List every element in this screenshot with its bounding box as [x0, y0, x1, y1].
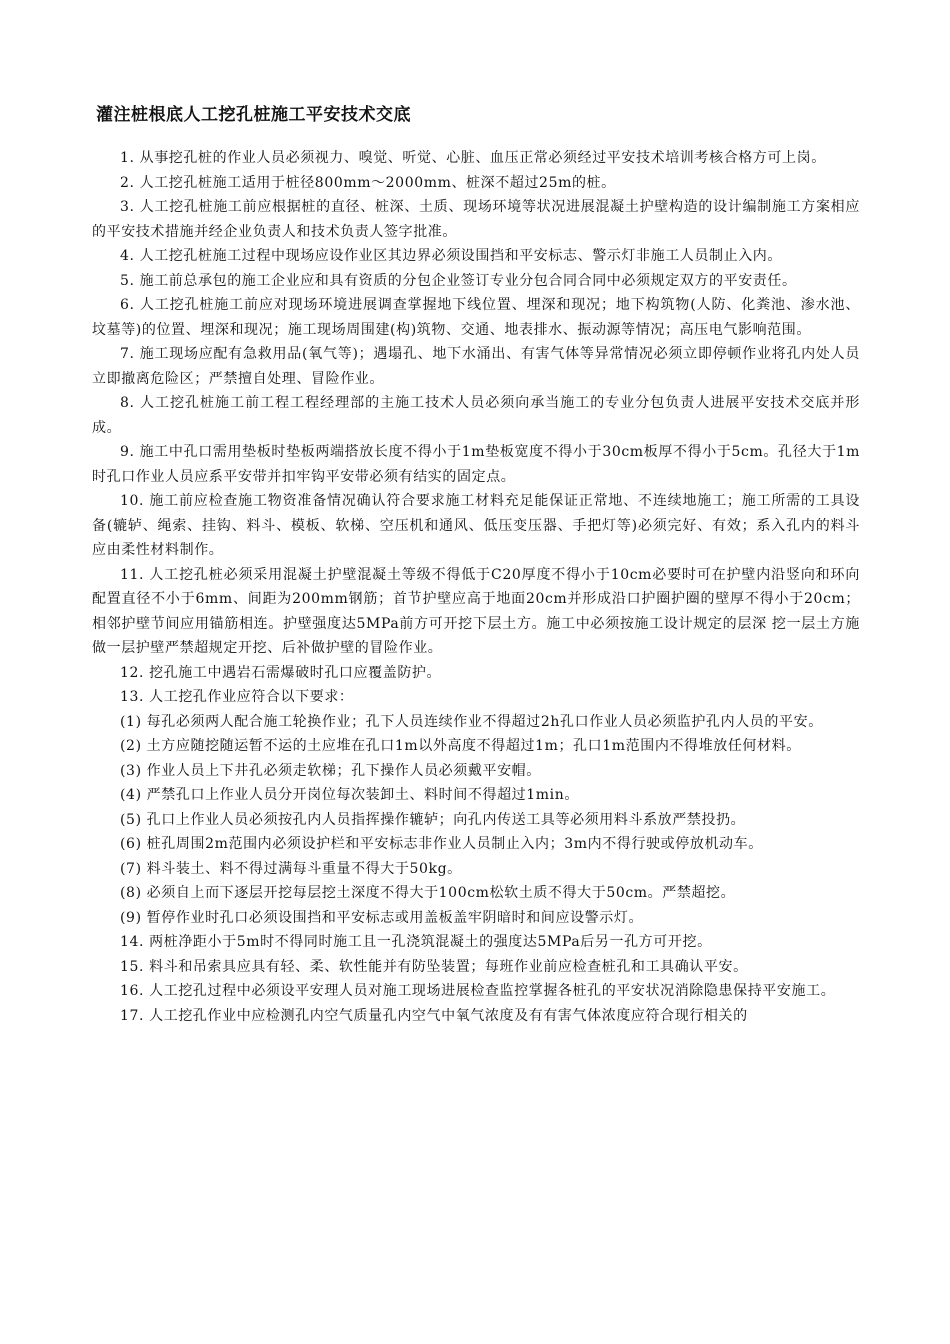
paragraph: 10. 施工前应检查施工物资准备情况确认符合要求施工材料充足能保证正常地、不连续地施工；施工所需的工具设备(辘轳、绳索、挂钩、料斗、模板、软梯、空压机和通风、低压变压器、手把灯等)必须完好、有效；系入孔内的料斗应由柔性材料制作。 — [92, 493, 860, 558]
paragraph: 3. 人工挖孔桩施工前应根据桩的直径、桩深、土质、现场环境等状况进展混凝土护壁构造的设计编制施工方案相应的平安技术措施并经企业负责人和技术负责人签字批准。 — [92, 199, 860, 240]
sub-item: (6) 桩孔周围2m范围内必须设护栏和平安标志非作业人员制止入内；3m内不得行驶或停放机动车。 — [120, 836, 763, 852]
paragraph: 15. 料斗和吊索具应具有轻、柔、软性能并有防坠装置；每班作业前应检查桩孔和工具确认平安。 — [120, 958, 748, 975]
paragraph: 4. 人工挖孔桩施工过程中现场应设作业区其边界必须设围挡和平安标志、警示灯非施工人员制止入内。 — [120, 248, 783, 264]
paragraph: 5. 施工前总承包的施工企业应和具有资质的分包企业签订专业分包合同合同中必须规定双方的平安责任。 — [120, 272, 797, 289]
sub-item: (9) 暂停作业时孔口必须设围挡和平安标志或用盖板盖牢阴暗时和间应设警示灯。 — [120, 909, 644, 926]
paragraph: 14. 两桩净距小于5m时不得同时施工且一孔浇筑混凝土的强度达5MPa后另一孔方可开挖。 — [120, 934, 712, 950]
document-title: 灌注桩根底人工挖孔桩施工平安技术交底 — [96, 105, 411, 125]
paragraph: 11. 人工挖孔桩必须采用混凝土护壁混凝土等级不得低于C20厚度不得小于10cm必要时可在护壁内沿竖向和环向配置直径不小于6mm、间距为200mm钢筋；首节护壁应高于地面20cm并形成沿口护圈护圈的壁厚不得小于20cm；相邻护壁节间应用锚筋相连。护壁强度达5MPa前方可开挖下层土方。施工中必须按施工设计规定的层深 挖一层土方施做一层护壁严禁超规定开挖、后补做护壁的冒险作业。 — [92, 566, 860, 656]
paragraph: 1. 从事挖孔桩的作业人员必须视力、嗅觉、听觉、心脏、血压正常必须经过平安技术培训考核合格方可上岗。 — [120, 150, 826, 166]
paragraph: 16. 人工挖孔过程中必须设平安理人员对施工现场进展检查监控掌握各桩孔的平安状况消除隐患保持平安施工。 — [120, 983, 836, 999]
sub-item: (3) 作业人员上下井孔必须走软梯；孔下操作人员必须戴平安帽。 — [120, 762, 541, 779]
sub-item: (4) 严禁孔口上作业人员分开岗位每次装卸土、料时间不得超过1min。 — [120, 787, 579, 803]
sub-item: (8) 必须自上而下逐层开挖每层挖土深度不得大于100cm松软土质不得大于50cm。严禁超挖。 — [120, 885, 736, 901]
paragraph: 2. 人工挖孔桩施工适用于桩径800mm～2000mm、桩深不超过25m的桩。 — [120, 174, 616, 191]
sub-item: (7) 料斗装土、料不得过满每斗重量不得大于50kg。 — [120, 860, 462, 877]
sub-item: (5) 孔口上作业人员必须按孔内人员指挥操作辘轳；向孔内传送工具等必须用料斗系放严禁投扔。 — [120, 811, 746, 828]
paragraph: 7. 施工现场应配有急救用品(氧气等)；遇塌孔、地下水涌出、有害气体等异常情况必须立即停顿作业将孔内处人员立即撤离危险区；严禁擅自处理、冒险作业。 — [92, 346, 860, 387]
paragraph: 8. 人工挖孔桩施工前工程工程经理部的主施工技术人员必须向承当施工的专业分包负责人进展平安技术交底并形成。 — [92, 395, 860, 436]
paragraph: 17. 人工挖孔作业中应检测孔内空气质量孔内空气中氧气浓度及有有害气体浓度应符合现行相关的 — [120, 1007, 748, 1024]
sub-item: (2) 土方应随挖随运暂不运的土应堆在孔口1m以外高度不得超过1m；孔口1m范围内不得堆放任何材料。 — [120, 738, 801, 754]
paragraph: 12. 挖孔施工中遇岩石需爆破时孔口应覆盖防护。 — [120, 664, 442, 681]
paragraph: 13. 人工挖孔作业应符合以下要求： — [120, 689, 354, 705]
document-page — [92, 100, 860, 1028]
paragraph: 9. 施工中孔口需用垫板时垫板两端搭放长度不得小于1m垫板宽度不得小于30cm板厚不得小于5cm。孔径大于1m时孔口作业人员应系平安带并扣牢钩平安带必须有结实的固定点。 — [92, 444, 860, 485]
document-body — [92, 146, 860, 1028]
paragraph: 6. 人工挖孔桩施工前应对现场环境进展调查掌握地下线位置、埋深和现况；地下构筑物(人防、化粪池、渗水池、坟墓等)的位置、埋深和现况；施工现场周围建(构)筑物、交通、地表排水、振动源等情况；高压电气影响范围。 — [92, 297, 860, 338]
sub-item: (1) 每孔必须两人配合施工轮换作业；孔下人员连续作业不得超过2h孔口作业人员必须监护孔内人员的平安。 — [120, 713, 823, 730]
